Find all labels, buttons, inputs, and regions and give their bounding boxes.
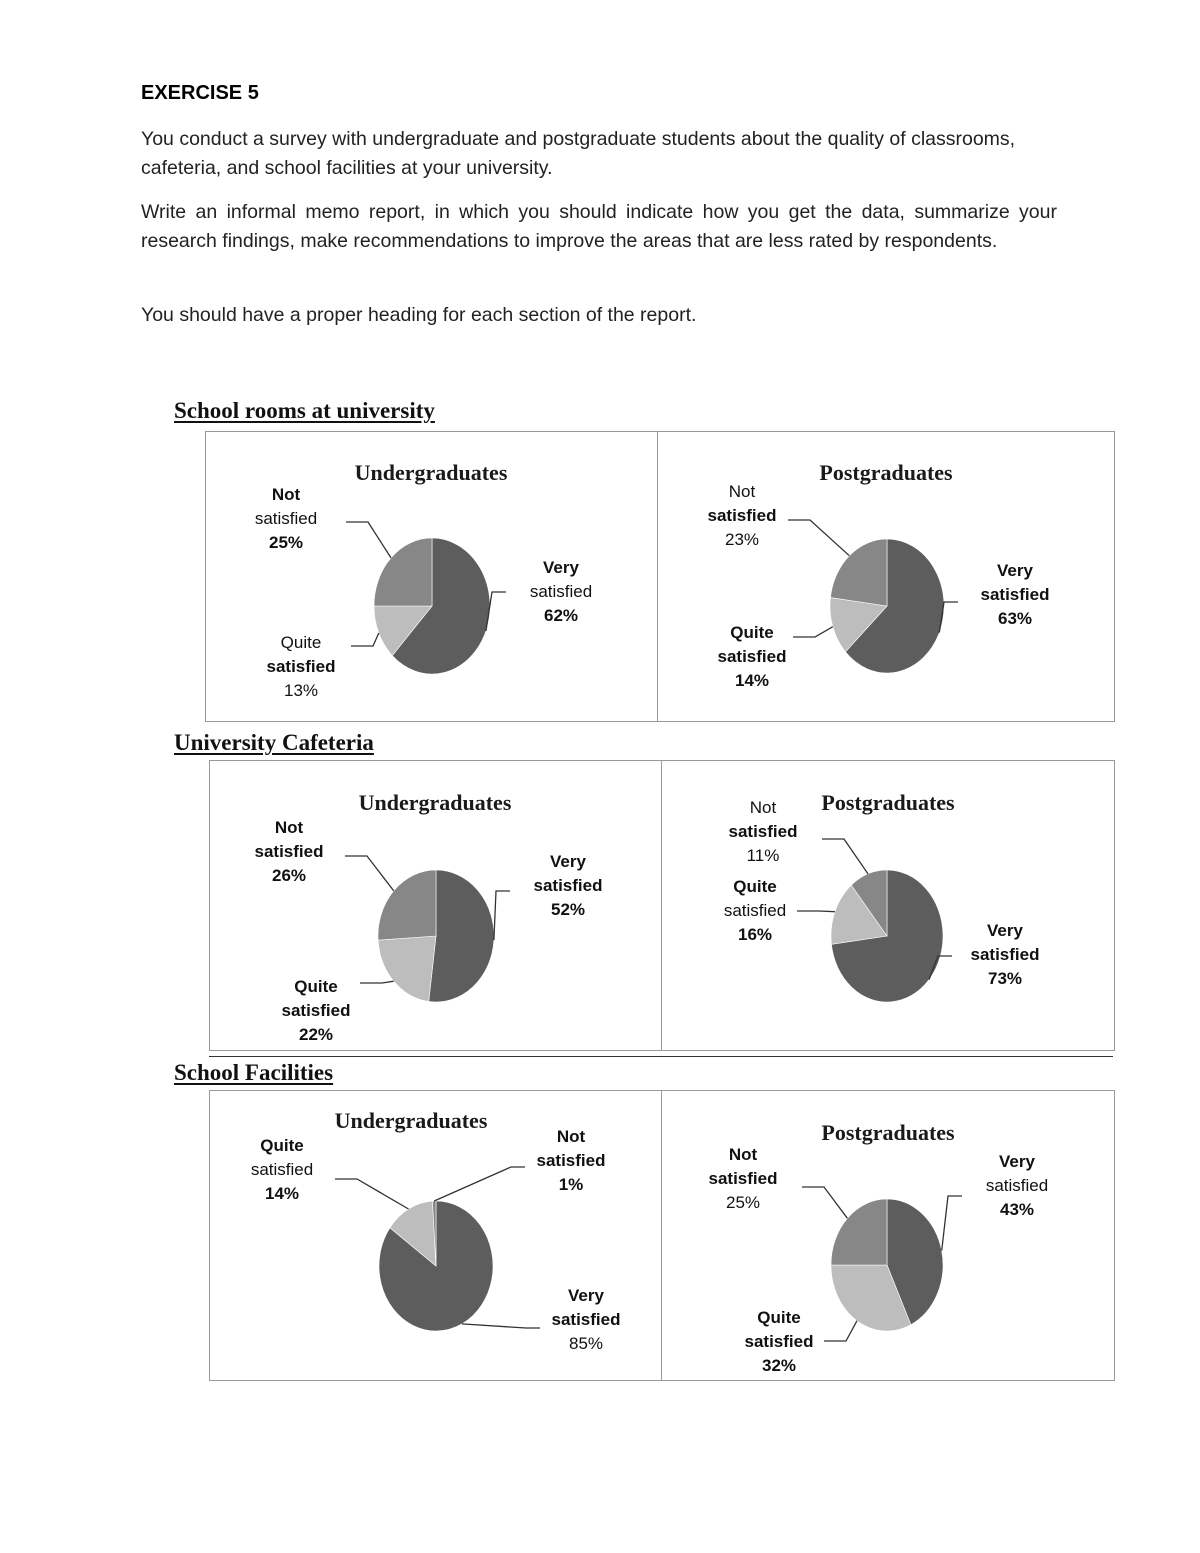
chart-title: Postgraduates: [821, 1120, 955, 1145]
slice-label-not-satisfied: Not satisfied 1%: [536, 1127, 606, 1194]
chart-panel-postgraduates: [661, 1090, 1115, 1381]
pie-chart: [658, 432, 1114, 721]
leader-line-quite-satisfied: [351, 633, 379, 646]
slice-label-very-satisfied: Very satisfied 43%: [985, 1152, 1049, 1219]
heading-instruction-paragraph: You should have a proper heading for each section of the report.: [141, 304, 697, 326]
slice-label-very-satisfied: Very satisfied 63%: [980, 561, 1050, 628]
slice-label-not-satisfied: Not satisfied 25%: [254, 485, 318, 552]
chart-panel-undergraduates: [209, 1090, 663, 1381]
pie-chart: [210, 761, 662, 1050]
leader-line-not-satisfied: [788, 520, 849, 556]
pie-slice-very-satisfied: [429, 870, 494, 1002]
pie-slice-not-satisfied: [378, 870, 436, 940]
leader-line-not-satisfied: [346, 522, 391, 558]
pie-chart: [206, 432, 658, 721]
slice-label-quite-satisfied: Quite satisfied 14%: [717, 623, 787, 690]
chart-panel-postgraduates: [657, 431, 1115, 722]
slice-label-very-satisfied: Very satisfied 52%: [533, 852, 603, 919]
slice-label-very-satisfied: Very satisfied 73%: [970, 921, 1040, 988]
intro-paragraph: You conduct a survey with undergraduate and postgraduate students about the quality of classrooms, cafeteria, and school facilities at your university.: [141, 128, 1016, 179]
leader-line-not-satisfied: [802, 1187, 847, 1218]
chart-title: Postgraduates: [819, 460, 953, 485]
section-divider: [209, 1056, 1113, 1057]
pie-slice-quite-satisfied: [378, 936, 436, 1001]
leader-line-not-satisfied: [345, 856, 394, 891]
leader-line-not-satisfied: [434, 1167, 525, 1201]
pie-chart: [662, 761, 1114, 1050]
slice-label-not-satisfied: Not satisfied 25%: [708, 1145, 778, 1212]
pie-slice-not-satisfied: [831, 1199, 887, 1265]
leader-line-very-satisfied: [462, 1324, 540, 1328]
chart-panel-undergraduates: [209, 760, 663, 1051]
slice-label-quite-satisfied: Quite satisfied 22%: [281, 977, 351, 1044]
slice-label-not-satisfied: Not satisfied 26%: [254, 818, 324, 885]
leader-line-quite-satisfied: [360, 981, 394, 983]
slice-label-quite-satisfied: Quite satisfied 14%: [250, 1136, 314, 1203]
leader-line-quite-satisfied: [335, 1179, 409, 1209]
chart-title: Postgraduates: [821, 790, 955, 815]
slice-label-very-satisfied: Very satisfied 85%: [551, 1286, 621, 1353]
slice-label-not-satisfied: Not satisfied 11%: [728, 798, 798, 865]
section-heading-facilities: School Facilities: [174, 1060, 334, 1085]
slice-label-quite-satisfied: Quite satisfied 32%: [744, 1308, 814, 1375]
slice-label-not-satisfied: Not satisfied 23%: [707, 482, 777, 549]
pie-chart: [210, 1091, 662, 1380]
pie-chart: [662, 1091, 1114, 1380]
leader-line-quite-satisfied: [797, 911, 835, 912]
chart-title: Undergraduates: [334, 1108, 488, 1133]
slice-label-quite-satisfied: Quite satisfied 16%: [723, 877, 787, 944]
chart-panel-postgraduates: [661, 760, 1115, 1051]
section-heading-school-rooms: School rooms at university: [174, 398, 435, 423]
leader-line-very-satisfied: [494, 891, 510, 940]
chart-title: Undergraduates: [354, 460, 508, 485]
leader-line-quite-satisfied: [793, 627, 833, 637]
leader-line-not-satisfied: [822, 839, 868, 874]
task-paragraph: Write an informal memo report, in which you should indicate how you get the data, summarize your research findings, make recommendations to improve the areas that are less rated by respondents.: [141, 201, 1057, 252]
leader-line-quite-satisfied: [824, 1321, 857, 1341]
chart-panel-undergraduates: [205, 431, 659, 722]
pie-slice-not-satisfied: [830, 539, 887, 606]
leader-line-very-satisfied: [942, 1196, 962, 1251]
section-heading-cafeteria: University Cafeteria: [174, 730, 374, 755]
chart-title: Undergraduates: [358, 790, 512, 815]
slice-label-quite-satisfied: Quite satisfied 13%: [266, 633, 336, 700]
pie-slice-not-satisfied: [374, 538, 432, 606]
exercise-title: EXERCISE 5: [141, 82, 259, 104]
slice-label-very-satisfied: Very satisfied 62%: [529, 558, 593, 625]
